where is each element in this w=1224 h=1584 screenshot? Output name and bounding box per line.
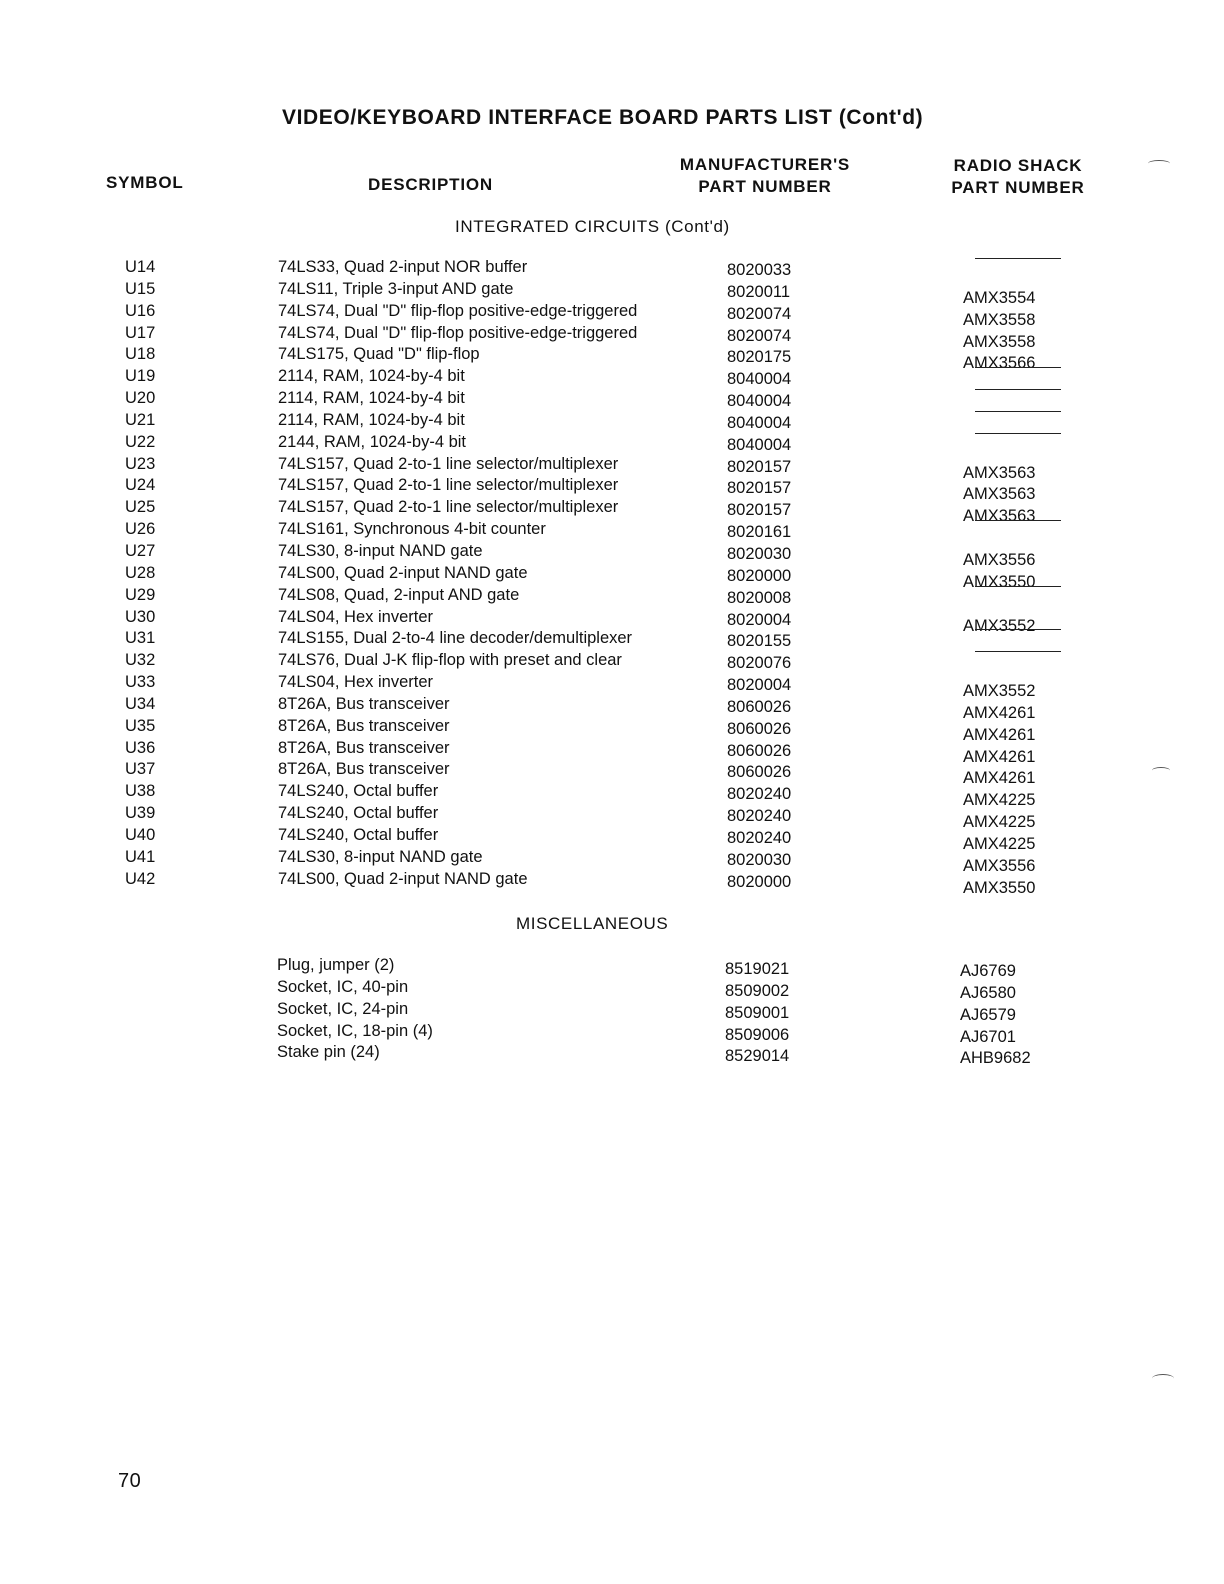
header-description-label: DESCRIPTION	[368, 175, 493, 194]
description-cell: 74LS76, Dual J-K flip-flop with preset and clear	[278, 651, 622, 670]
table-row	[0, 433, 1224, 455]
description-cell: 2144, RAM, 1024-by-4 bit	[278, 432, 467, 451]
radioshack-part-number-cell: AMX3552	[963, 682, 1036, 701]
manufacturer-part-number-cell: 8020008	[727, 588, 792, 607]
table-row	[0, 541, 1224, 569]
description-cell: 74LS04, Hex inverter	[278, 607, 434, 626]
table-row	[0, 279, 1224, 307]
header-radioshack-line2: PART NUMBER	[951, 178, 1085, 197]
description-cell: 74LS30, 8-input NAND gate	[278, 847, 483, 866]
table-row	[0, 825, 1224, 853]
description-cell: 74LS74, Dual "D" flip-flop positive-edge-triggered	[278, 301, 638, 320]
manufacturer-part-number-cell: 8020161	[727, 523, 792, 542]
description-cell: 2114, RAM, 1024-by-4 bit	[278, 410, 465, 429]
symbol-cell: U22	[125, 432, 156, 451]
symbol-cell: U30	[125, 607, 156, 626]
radioshack-part-number-cell: AMX3552	[963, 616, 1036, 635]
radioshack-part-number-cell: AMX3563	[963, 485, 1036, 504]
table-row	[0, 847, 1224, 875]
manufacturer-part-number-cell: 8509006	[725, 1025, 790, 1044]
table-row	[0, 1022, 1224, 1044]
symbol-cell: U34	[125, 694, 156, 713]
radioshack-part-number-cell: AMX3558	[963, 332, 1036, 351]
description-cell: 74LS11, Triple 3-input AND gate	[278, 279, 514, 298]
no-part-number-dash	[975, 433, 1061, 434]
manufacturer-part-number-cell: 8060026	[727, 697, 792, 716]
manufacturer-part-number-cell: 8020000	[727, 566, 792, 585]
table-row	[0, 520, 1224, 542]
description-cell: 74LS161, Synchronous 4-bit counter	[278, 520, 546, 539]
manufacturer-part-number-cell: 8040004	[727, 413, 792, 432]
description-cell: 8T26A, Bus transceiver	[278, 716, 450, 735]
symbol-cell: U26	[125, 520, 156, 539]
description-cell: 74LS157, Quad 2-to-1 line selector/multiplexer	[278, 454, 619, 473]
manufacturer-part-number-cell: 8529014	[725, 1047, 790, 1066]
table-row	[0, 476, 1224, 504]
description-cell: Socket, IC, 24-pin	[277, 999, 409, 1018]
symbol-cell: U35	[125, 716, 156, 735]
symbol-cell: U20	[125, 389, 156, 408]
manufacturer-part-number-cell: 8020000	[727, 872, 792, 891]
table-row	[0, 1043, 1224, 1068]
no-part-number-dash	[975, 651, 1061, 652]
page-title: VIDEO/KEYBOARD INTERFACE BOARD PARTS LIST (Cont'd)	[282, 106, 924, 129]
table-row	[0, 389, 1224, 411]
manufacturer-part-number-cell: 8519021	[725, 960, 790, 978]
table-row	[0, 454, 1224, 482]
table-row	[0, 782, 1224, 810]
table-row	[0, 716, 1224, 744]
manufacturer-part-number-cell: 8020030	[727, 850, 792, 869]
symbol-cell: U41	[125, 847, 156, 866]
description-cell: 74LS08, Quad, 2-input AND gate	[278, 585, 520, 604]
manufacturer-part-number-cell: 8020240	[727, 785, 792, 804]
description-cell: Stake pin (24)	[277, 1043, 380, 1062]
manufacturer-part-number-cell: 8509002	[725, 981, 790, 1000]
header-radioshack-line1: RADIO SHACK	[953, 156, 1083, 175]
manufacturer-part-number-cell: 8060026	[727, 763, 792, 782]
no-part-number-dash	[975, 367, 1061, 368]
radioshack-part-number-cell: AMX3556	[963, 856, 1036, 875]
radioshack-part-number-cell: AJ6769	[960, 962, 1016, 980]
table-row	[0, 651, 1224, 673]
description-cell: 74LS00, Quad 2-input NAND gate	[278, 563, 528, 582]
symbol-cell: U27	[125, 541, 156, 560]
no-part-number-dash	[975, 586, 1061, 587]
radioshack-part-number-cell: AMX4261	[963, 747, 1036, 766]
description-cell: 74LS04, Hex inverter	[278, 673, 434, 692]
description-cell: Socket, IC, 40-pin	[277, 977, 409, 996]
manufacturer-part-number-cell: 8020004	[727, 676, 792, 695]
radioshack-part-number-cell: AMX3550	[963, 572, 1036, 591]
table-row	[0, 586, 1224, 608]
description-cell: 8T26A, Bus transceiver	[278, 760, 450, 779]
header-manufacturer-line2: PART NUMBER	[698, 177, 832, 196]
description-cell: 74LS240, Octal buffer	[278, 825, 439, 844]
description-cell: 74LS33, Quad 2-input NOR buffer	[278, 258, 528, 276]
scan-mark	[1152, 767, 1170, 774]
table-row	[0, 411, 1224, 433]
symbol-cell: U18	[125, 345, 156, 364]
symbol-cell: U19	[125, 367, 156, 386]
symbol-cell: U37	[125, 760, 156, 779]
description-cell: 2114, RAM, 1024-by-4 bit	[278, 389, 465, 408]
header-symbol-label: SYMBOL	[106, 173, 184, 192]
table-row	[0, 323, 1224, 351]
table-row	[0, 804, 1224, 832]
description-cell: Plug, jumper (2)	[277, 956, 395, 974]
radioshack-part-number-cell: AMX4225	[963, 834, 1036, 853]
description-cell: 74LS240, Octal buffer	[278, 804, 439, 823]
no-part-number-dash	[975, 520, 1061, 521]
radioshack-part-number-cell: AMX3550	[963, 878, 1036, 897]
symbol-cell: U38	[125, 782, 156, 801]
manufacturer-part-number-cell: 8020033	[727, 261, 792, 279]
table-row	[0, 956, 1224, 978]
ic-parts-table	[0, 258, 1224, 897]
description-cell: 74LS74, Dual "D" flip-flop positive-edge-triggered	[278, 323, 638, 342]
description-cell: 74LS175, Quad "D" flip-flop	[278, 345, 480, 364]
radioshack-part-number-cell: AMX4261	[963, 703, 1036, 722]
radioshack-part-number-cell: AMX4225	[963, 813, 1036, 832]
manufacturer-part-number-cell: 8020076	[727, 654, 792, 673]
symbol-cell: U28	[125, 563, 156, 582]
symbol-cell: U32	[125, 651, 156, 670]
section-integrated-circuits: INTEGRATED CIRCUITS (Cont'd)	[455, 217, 730, 236]
table-row	[0, 258, 1224, 280]
radioshack-part-number-cell: AMX4261	[963, 725, 1036, 744]
table-row	[0, 673, 1224, 701]
radioshack-part-number-cell: AMX3556	[963, 550, 1036, 569]
table-row	[0, 869, 1224, 897]
table-row	[0, 563, 1224, 591]
no-part-number-dash	[975, 389, 1061, 390]
symbol-cell: U17	[125, 323, 156, 342]
radioshack-part-number-cell: AMX3566	[963, 354, 1036, 373]
header-description	[368, 174, 493, 196]
header-manufacturer-part-number	[660, 154, 870, 198]
header-symbol	[106, 172, 184, 194]
description-cell: 8T26A, Bus transceiver	[278, 694, 450, 713]
symbol-cell: U25	[125, 498, 156, 517]
page-number: 70	[118, 1470, 142, 1492]
symbol-cell: U36	[125, 738, 156, 757]
symbol-cell: U14	[125, 258, 156, 276]
manufacturer-part-number-cell: 8040004	[727, 435, 792, 454]
radioshack-part-number-cell: AMX3563	[963, 507, 1036, 526]
radioshack-part-number-cell: AJ6580	[960, 983, 1016, 1002]
manufacturer-part-number-cell: 8020157	[727, 501, 792, 520]
symbol-cell: U15	[125, 279, 156, 298]
description-cell: 74LS240, Octal buffer	[278, 782, 439, 801]
description-cell: 74LS00, Quad 2-input NAND gate	[278, 869, 528, 888]
symbol-cell: U21	[125, 410, 156, 429]
description-cell: 74LS157, Quad 2-to-1 line selector/multiplexer	[278, 498, 619, 517]
description-cell: 74LS157, Quad 2-to-1 line selector/multiplexer	[278, 476, 619, 495]
table-row	[0, 978, 1224, 1000]
symbol-cell: U33	[125, 673, 156, 692]
description-cell: 8T26A, Bus transceiver	[278, 738, 450, 757]
description-cell: 74LS155, Dual 2-to-4 line decoder/demultiplexer	[278, 629, 633, 648]
table-row	[0, 1000, 1224, 1022]
description-cell: 2114, RAM, 1024-by-4 bit	[278, 367, 465, 386]
table-row	[0, 345, 1224, 373]
manufacturer-part-number-cell: 8020030	[727, 544, 792, 563]
symbol-cell: U39	[125, 804, 156, 823]
table-row	[0, 498, 1224, 526]
manufacturer-part-number-cell: 8020004	[727, 610, 792, 629]
description-cell: 74LS30, 8-input NAND gate	[278, 541, 483, 560]
misc-parts-table	[0, 956, 1224, 1068]
header-radioshack-part-number	[930, 155, 1106, 199]
symbol-cell: U29	[125, 585, 156, 604]
symbol-cell: U24	[125, 476, 156, 495]
symbol-cell: U16	[125, 301, 156, 320]
manufacturer-part-number-cell: 8060026	[727, 719, 792, 738]
manufacturer-part-number-cell: 8040004	[727, 392, 792, 411]
symbol-cell: U31	[125, 629, 156, 648]
radioshack-part-number-cell: AMX4261	[963, 769, 1036, 788]
manufacturer-part-number-cell: 8020074	[727, 326, 792, 345]
manufacturer-part-number-cell: 8020011	[727, 282, 791, 301]
manufacturer-part-number-cell: 8020157	[727, 479, 792, 498]
section-miscellaneous: MISCELLANEOUS	[516, 914, 669, 933]
manufacturer-part-number-cell: 8020175	[727, 348, 792, 367]
manufacturer-part-number-cell: 8020240	[727, 807, 792, 826]
radioshack-part-number-cell: AMX4225	[963, 791, 1036, 810]
symbol-cell: U42	[125, 869, 156, 888]
manufacturer-part-number-cell: 8509001	[725, 1003, 790, 1022]
manufacturer-part-number-cell: 8020240	[727, 828, 792, 847]
symbol-cell: U23	[125, 454, 156, 473]
manufacturer-part-number-cell: 8020155	[727, 632, 792, 651]
manufacturer-part-number-cell: 8040004	[727, 370, 792, 389]
table-row	[0, 738, 1224, 766]
table-row	[0, 760, 1224, 788]
manufacturer-part-number-cell: 8020074	[727, 304, 792, 323]
radioshack-part-number-cell: AMX3558	[963, 310, 1036, 329]
radioshack-part-number-cell: AJ6579	[960, 1005, 1016, 1024]
radioshack-part-number-cell: AJ6701	[960, 1027, 1016, 1046]
no-part-number-dash	[975, 258, 1061, 259]
table-row	[0, 629, 1224, 651]
manufacturer-part-number-cell: 8060026	[727, 741, 792, 760]
scan-mark	[1148, 160, 1170, 167]
radioshack-part-number-cell: AMX3563	[963, 463, 1036, 482]
header-manufacturer-line1: MANUFACTURER'S	[679, 155, 851, 174]
no-part-number-dash	[975, 629, 1061, 630]
table-row	[0, 607, 1224, 635]
table-row	[0, 694, 1224, 722]
description-cell: Socket, IC, 18-pin (4)	[277, 1021, 433, 1040]
symbol-cell: U40	[125, 825, 156, 844]
table-row	[0, 301, 1224, 329]
no-part-number-dash	[975, 411, 1061, 412]
scan-mark	[1152, 1374, 1174, 1383]
radioshack-part-number-cell: AHB9682	[960, 1049, 1031, 1068]
table-row	[0, 367, 1224, 389]
manufacturer-part-number-cell: 8020157	[727, 457, 792, 476]
radioshack-part-number-cell: AMX3554	[963, 288, 1036, 307]
